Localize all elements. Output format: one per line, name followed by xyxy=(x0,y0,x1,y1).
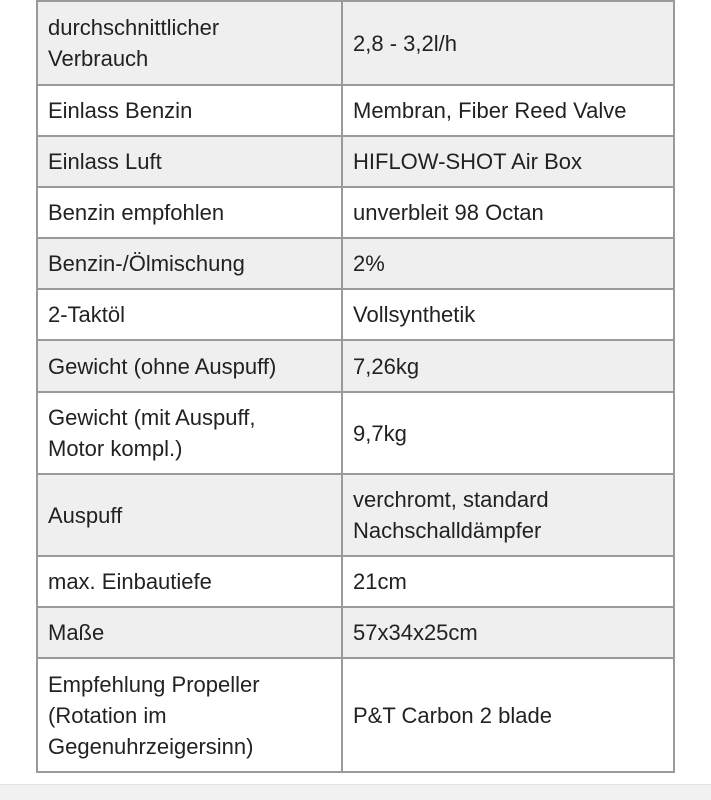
spec-key: Benzin empfohlen xyxy=(37,187,342,238)
spec-key: Empfehlung Propeller (Rotation im Gegenuhrzeigersinn) xyxy=(37,658,342,772)
spec-value: 21cm xyxy=(342,556,674,607)
table-row xyxy=(37,85,674,136)
spec-value: 2,8 - 3,2l/h xyxy=(342,1,674,85)
spec-key: Einlass Luft xyxy=(37,136,342,187)
spec-key: Benzin-/Ölmischung xyxy=(37,238,342,289)
table-row xyxy=(37,556,674,607)
spec-value: HIFLOW-SHOT Air Box xyxy=(342,136,674,187)
page-bottom-area xyxy=(0,784,711,800)
table-row xyxy=(37,289,674,340)
spec-key: Auspuff xyxy=(37,474,342,556)
spec-key: Einlass Benzin xyxy=(37,85,342,136)
spec-key: Gewicht (mit Auspuff, Motor kompl.) xyxy=(37,392,342,474)
spec-value: Membran, Fiber Reed Valve xyxy=(342,85,674,136)
table-row xyxy=(37,1,674,85)
spec-value: unverbleit 98 Octan xyxy=(342,187,674,238)
spec-value: 7,26kg xyxy=(342,340,674,392)
spec-key: durchschnittlicher Verbrauch xyxy=(37,1,342,85)
spec-value: 57x34x25cm xyxy=(342,607,674,658)
spec-value: 9,7kg xyxy=(342,392,674,474)
spec-value: 2% xyxy=(342,238,674,289)
spec-key: Maße xyxy=(37,607,342,658)
table-row xyxy=(37,136,674,187)
table-row xyxy=(37,238,674,289)
table-row xyxy=(37,658,674,772)
table-row xyxy=(37,474,674,556)
table-row xyxy=(37,340,674,392)
table-row xyxy=(37,392,674,474)
table-row xyxy=(37,607,674,658)
spec-value: P&T Carbon 2 blade xyxy=(342,658,674,772)
spec-key: 2-Taktöl xyxy=(37,289,342,340)
spec-value: Vollsynthetik xyxy=(342,289,674,340)
table-row xyxy=(37,187,674,238)
spec-table xyxy=(36,0,675,773)
spec-key: Gewicht (ohne Auspuff) xyxy=(37,340,342,392)
spec-key: max. Einbautiefe xyxy=(37,556,342,607)
spec-value: verchromt, standard Nachschalldämpfer xyxy=(342,474,674,556)
